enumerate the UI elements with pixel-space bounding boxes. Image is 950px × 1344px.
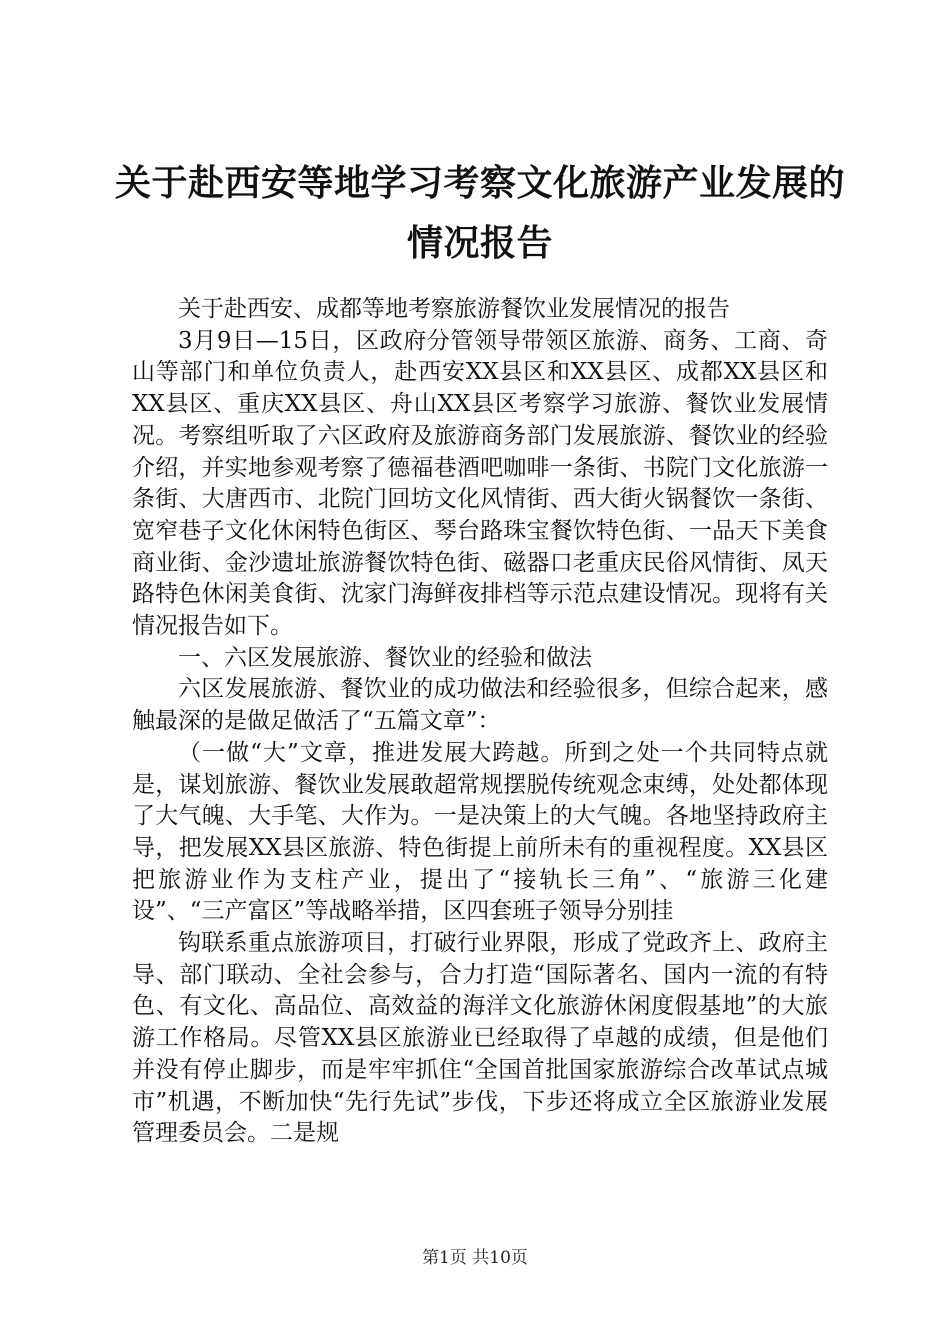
document-title-line-2: 情况报告 [406, 223, 553, 264]
body-paragraph: 钩联系重点旅游项目，打破行业界限，形成了党政齐上、政府主导、部门联动、全社会参与，合力打造“国际著名、国内一流的有特色、有文化、高品位、高效益的海洋文化旅游休闲度假基地”的大旅游工作格局。尽管XX县区旅游业已经取得了卓越的成绩，但是他们并没有停止脚步，而是牢牢抓住“全国首批国家旅游综合改革试点城市”机遇，不断加快“先行先试”步伐，下步还将成立全区旅游业发展管理委员会。二是规 [132, 930, 828, 1147]
document-title-line-1: 关于赴西安等地学习考察文化旅游产业发展的 [114, 163, 845, 204]
page-number: 第1页 共10页 [422, 1248, 528, 1268]
section-heading-1: 一、六区发展旅游、餐饮业的经验和做法 [178, 644, 592, 671]
intro-paragraph: 3月9日—15日，区政府分管领导带领区旅游、商务、工商、奇山等部门和单位负责人，赴西安XX县区和XX县区、成都XX县区和XX县区、重庆XX县区、舟山XX县区考察学习旅游、餐饮业发展情况。考察组听取了六区政府及旅游商务部门发展旅游、餐饮业的经验介绍，并实地参观考察了德福巷酒吧咖啡一条街、书院门文化旅游一条街、大唐西市、北院门回坊文化风情街、西大街火锅餐饮一条街、宽窄巷子文化休闲特色街区、琴台路珠宝餐饮特色街、一品天下美食商业街、金沙遗址旅游餐饮特色街、磁器口老重庆民俗风情街、凤天路特色休闲美食街、沈家门海鲜夜排档等示范点建设情况。现将有关情况报告如下。 [132, 327, 828, 640]
body-paragraph: 六区发展旅游、餐饮业的成功做法和经验很多，但综合起来，感触最深的是做足做活了“五篇文章”： [132, 676, 828, 735]
document-body [132, 294, 828, 1150]
subtitle-paragraph: 关于赴西安、成都等地考察旅游餐饮业发展情况的报告 [178, 296, 730, 322]
body-paragraph: （一做“大”文章，推进发展大跨越。所到之处一个共同特点就是，谋划旅游、餐饮业发展敢超常规摆脱传统观念束缚，处处都体现了大气魄、大手笔、大作为。一是决策上的大气魄。各地坚持政府主导，把发展XX县区旅游、特色街提上前所未有的重视程度。XX县区把旅游业作为支柱产业，提出了“接轨长三角”、“旅游三化建设”、“三产富区”等战略举措，区四套班子领导分别挂 [132, 739, 828, 925]
